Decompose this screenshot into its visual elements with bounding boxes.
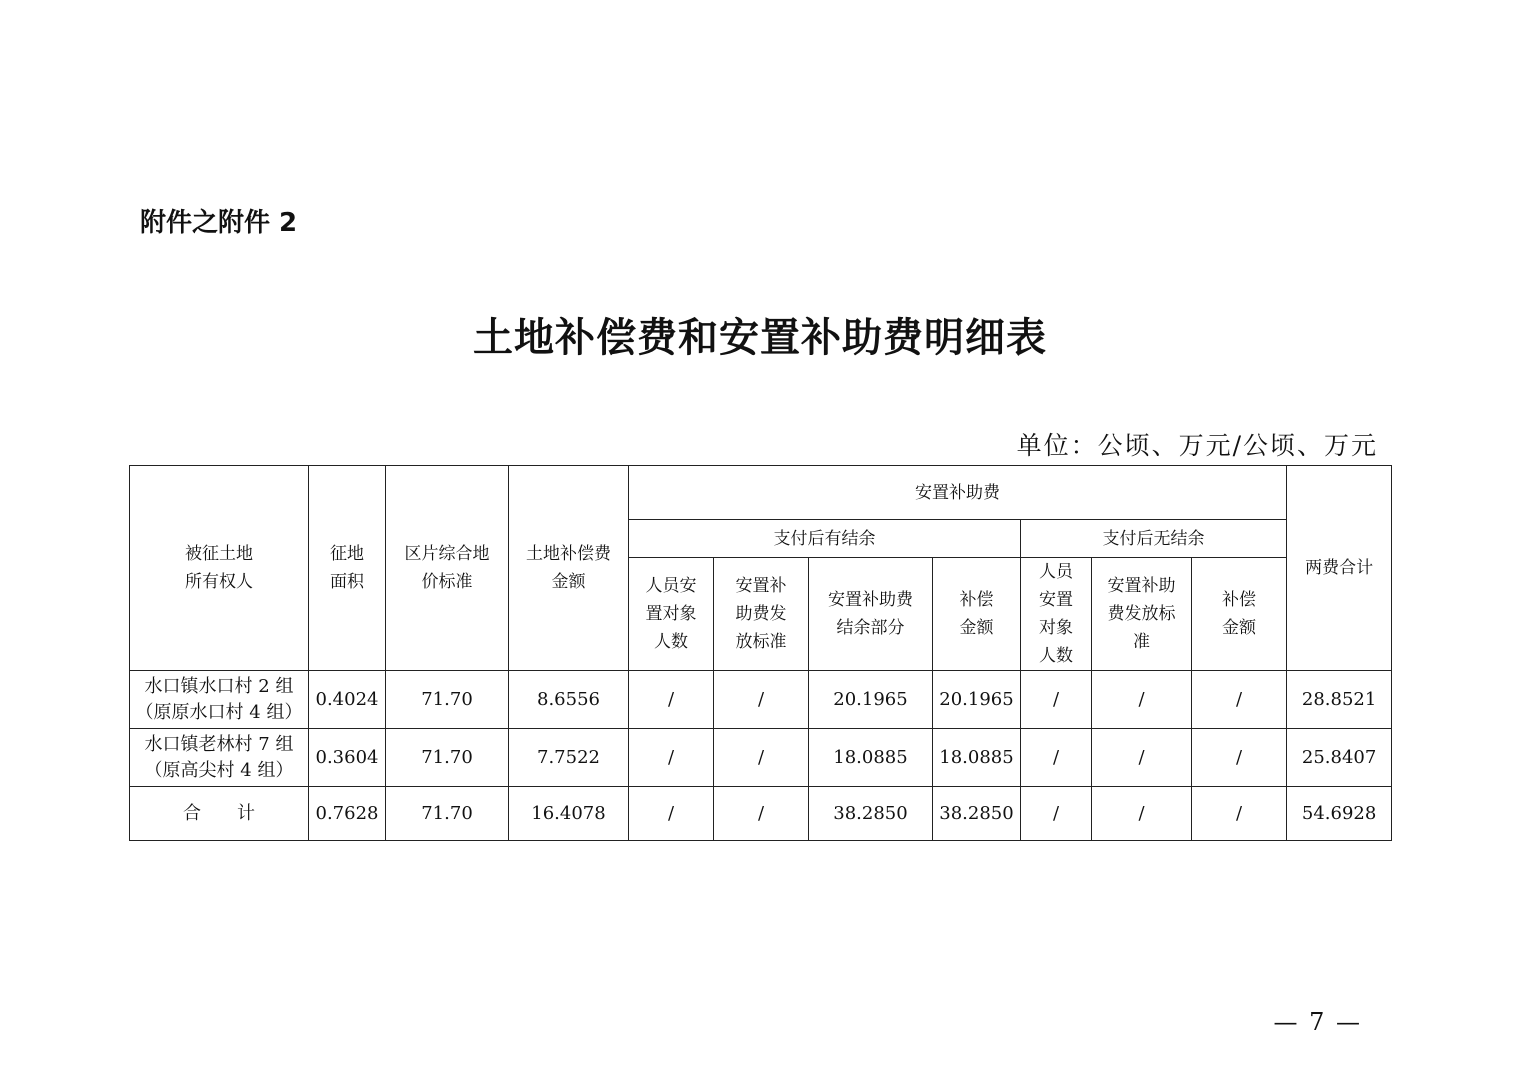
cell-wb-balance: 38.2850 bbox=[809, 787, 933, 841]
cell-nb-persons: / bbox=[1021, 787, 1092, 841]
cell-wb-balance: 20.1965 bbox=[809, 671, 933, 729]
cell-price: 71.70 bbox=[386, 787, 509, 841]
cell-wb-standard: / bbox=[714, 729, 809, 787]
cell-land-comp: 16.4078 bbox=[509, 787, 629, 841]
table-row-total bbox=[130, 787, 1392, 841]
cell-wb-standard: / bbox=[714, 671, 809, 729]
header-with-balance: 支付后有结余 bbox=[629, 520, 1021, 558]
cell-wb-amount: 38.2850 bbox=[933, 787, 1021, 841]
cell-land-comp: 7.7522 bbox=[509, 729, 629, 787]
cell-total: 28.8521 bbox=[1287, 671, 1392, 729]
table-row bbox=[130, 671, 1392, 729]
cell-wb-amount: 20.1965 bbox=[933, 671, 1021, 729]
cell-nb-standard: / bbox=[1092, 671, 1192, 729]
cell-price: 71.70 bbox=[386, 729, 509, 787]
cell-total: 25.8407 bbox=[1287, 729, 1392, 787]
cell-wb-persons: / bbox=[629, 787, 714, 841]
cell-wb-standard: / bbox=[714, 787, 809, 841]
header-wb-standard: 安置补 助费发 放标准 bbox=[714, 558, 809, 671]
compensation-table bbox=[129, 465, 1392, 841]
cell-owner: 合 计 bbox=[130, 787, 309, 841]
cell-wb-amount: 18.0885 bbox=[933, 729, 1021, 787]
cell-nb-standard: / bbox=[1092, 787, 1192, 841]
header-area: 征地 面积 bbox=[309, 466, 386, 671]
header-row-1 bbox=[130, 466, 1392, 520]
table-row bbox=[130, 729, 1392, 787]
cell-area: 0.3604 bbox=[309, 729, 386, 787]
cell-nb-amount: / bbox=[1192, 787, 1287, 841]
cell-nb-amount: / bbox=[1192, 729, 1287, 787]
cell-land-comp: 8.6556 bbox=[509, 671, 629, 729]
cell-nb-persons: / bbox=[1021, 671, 1092, 729]
header-wb-amount: 补偿 金额 bbox=[933, 558, 1021, 671]
cell-price: 71.70 bbox=[386, 671, 509, 729]
header-land-compensation: 土地补偿费 金额 bbox=[509, 466, 629, 671]
header-wb-balance: 安置补助费 结余部分 bbox=[809, 558, 933, 671]
header-nb-persons: 人员 安置 对象 人数 bbox=[1021, 558, 1092, 671]
cell-wb-balance: 18.0885 bbox=[809, 729, 933, 787]
cell-owner: 水口镇老林村 7 组 （原高尖村 4 组） bbox=[130, 729, 309, 787]
header-wb-persons: 人员安 置对象 人数 bbox=[629, 558, 714, 671]
cell-wb-persons: / bbox=[629, 729, 714, 787]
table-title: 土地补偿费和安置补助费明细表 bbox=[473, 314, 1047, 361]
cell-nb-standard: / bbox=[1092, 729, 1192, 787]
header-total: 两费合计 bbox=[1287, 466, 1392, 671]
header-price-standard: 区片综合地 价标准 bbox=[386, 466, 509, 671]
header-resettlement: 安置补助费 bbox=[629, 466, 1287, 520]
header-owner: 被征土地 所有权人 bbox=[130, 466, 309, 671]
cell-nb-amount: / bbox=[1192, 671, 1287, 729]
header-nb-amount: 补偿 金额 bbox=[1192, 558, 1287, 671]
header-without-balance: 支付后无结余 bbox=[1021, 520, 1287, 558]
cell-area: 0.4024 bbox=[309, 671, 386, 729]
cell-area: 0.7628 bbox=[309, 787, 386, 841]
cell-nb-persons: / bbox=[1021, 729, 1092, 787]
page-number: — 7 — bbox=[1273, 1008, 1362, 1036]
attachment-label: 附件之附件 2 bbox=[140, 208, 298, 238]
header-nb-standard: 安置补助 费发放标 准 bbox=[1092, 558, 1192, 671]
cell-total: 54.6928 bbox=[1287, 787, 1392, 841]
cell-owner: 水口镇水口村 2 组 （原原水口村 4 组） bbox=[130, 671, 309, 729]
cell-wb-persons: / bbox=[629, 671, 714, 729]
unit-note: 单位：公顷、万元/公顷、万元 bbox=[1016, 431, 1378, 460]
